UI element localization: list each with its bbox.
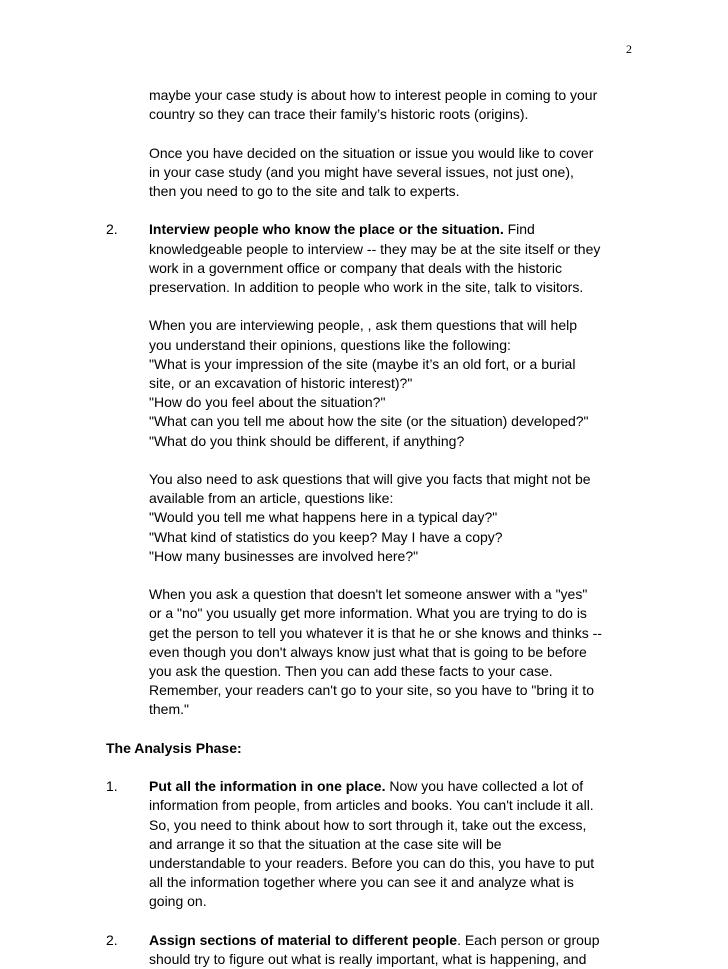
- fact-questions-paragraph: [149, 470, 646, 566]
- text-line: them.": [149, 701, 189, 718]
- text-line: "What kind of statistics do you keep? May I have a copy?: [149, 528, 503, 545]
- list-number: 1.: [106, 778, 118, 795]
- text-line: you understand their opinions, questions like the following:: [149, 336, 511, 353]
- text-line: all the information together where you can see it and analyze what is: [149, 874, 574, 891]
- intro-paragraph: [149, 86, 646, 124]
- text-line: knowledgeable people to interview -- they may be at the site itself or they: [149, 240, 601, 257]
- text-line: work in a government office or company that deals with the historic: [149, 259, 562, 276]
- intro-paragraph: [149, 144, 646, 202]
- text-line: should try to figure out what is really important, what is happening, and: [149, 951, 587, 968]
- open-questions-paragraph: [149, 585, 646, 719]
- item-paragraph: [149, 220, 646, 297]
- intro-section: [149, 86, 646, 201]
- text-line: maybe your case study is about how to interest people in coming to your: [149, 87, 598, 103]
- text-line: "How do you feel about the situation?": [149, 394, 386, 411]
- page-number: 2: [626, 42, 632, 56]
- item-bold-lead: Put all the information in one place.: [149, 778, 386, 795]
- list-item-interview: [106, 220, 646, 719]
- text-line: available from an article, questions like:: [149, 490, 394, 507]
- item-bold-lead: Assign sections of material to different people: [149, 931, 458, 948]
- text-line: understandable to your readers. Before you can do this, you have to put: [149, 855, 595, 872]
- text-line: "What do you think should be different, if anything?: [149, 432, 465, 449]
- list-number: 2.: [106, 931, 118, 948]
- text-line: Once you have decided on the situation or issue you would like to cover: [149, 144, 594, 161]
- item-bold-lead: Interview people who know the place or the situation.: [149, 221, 504, 238]
- text-line: "How many businesses are involved here?": [149, 547, 419, 564]
- list-item-content: [149, 931, 646, 969]
- section-heading: The Analysis Phase:: [106, 739, 242, 756]
- text-line: "What can you tell me about how the site (or the situation) developed?": [149, 413, 589, 430]
- text-line: country so they can trace their family’s historic roots (origins).: [149, 106, 529, 123]
- item-lead-rest: . Each person or group: [457, 931, 600, 948]
- text-line: even though you don't always know just what that is going to be before: [149, 643, 587, 660]
- list-item-assign-sections: [106, 931, 646, 969]
- text-line: [149, 220, 646, 239]
- text-line: then you need to go to the site and talk to experts.: [149, 183, 460, 199]
- text-line: or a "no" you usually get more information. What you are trying to do is: [149, 605, 587, 622]
- text-line: preservation. In addition to people who work in the site, talk to visitors.: [149, 279, 584, 295]
- text-line: get the person to tell you whatever it is that he or she knows and thinks --: [149, 624, 602, 641]
- body-text: [106, 86, 646, 969]
- text-line: When you are interviewing people, , ask them questions that will help: [149, 317, 578, 334]
- text-line: Remember, your readers can't go to your site, so you have to "bring it to: [149, 682, 594, 699]
- text-line: [149, 931, 646, 950]
- text-line: you ask the question. Then you can add these facts to your case.: [149, 663, 553, 680]
- item-lead-rest: Find: [503, 221, 535, 238]
- text-line: "Would you tell me what happens here in a typical day?": [149, 509, 498, 526]
- text-line: So, you need to think about how to sort through it, take out the excess,: [149, 816, 587, 833]
- text-line: You also need to ask questions that will give you facts that might not be: [149, 471, 591, 487]
- text-line: site, or an excavation of historic interest)?": [149, 375, 413, 391]
- text-line: going on.: [149, 893, 207, 910]
- text-line: in your case study (and you might have several issues, not just one),: [149, 163, 574, 180]
- text-line: [149, 777, 646, 796]
- text-line: "What is your impression of the site (maybe it’s an old fort, or a burial: [149, 355, 576, 372]
- interview-questions-paragraph: [149, 316, 646, 450]
- list-item-put-information: [106, 777, 646, 911]
- list-item-content: [149, 777, 646, 911]
- text-line: information from people, from articles and books. You can't include it all.: [149, 797, 594, 814]
- list-item-content: [149, 220, 646, 719]
- text-line: and arrange it so that the situation at the case site will be: [149, 835, 502, 852]
- list-number: 2.: [106, 221, 118, 238]
- item-lead-rest: Now you have collected a lot of: [385, 778, 584, 795]
- text-line: When you ask a question that doesn't let someone answer with a "yes": [149, 586, 588, 603]
